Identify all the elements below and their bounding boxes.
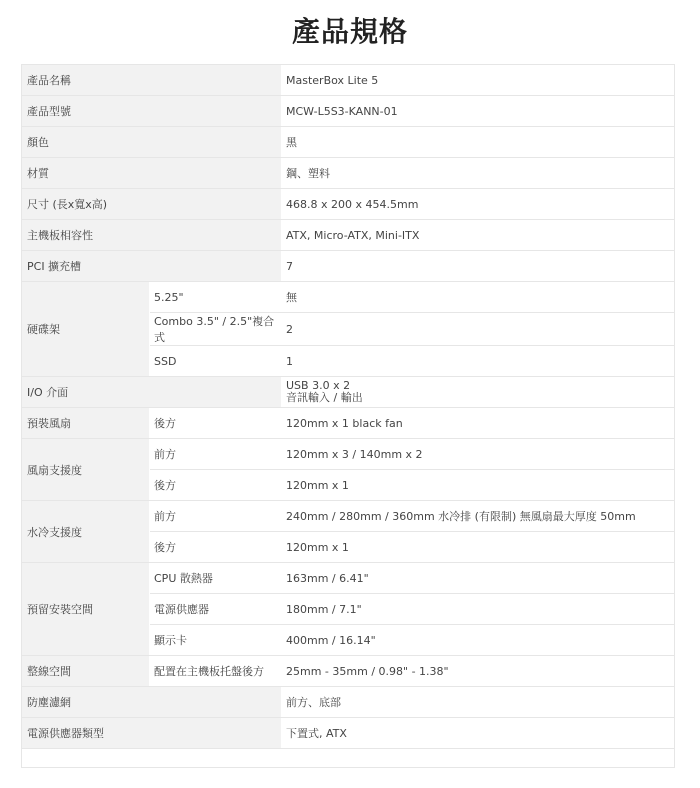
row-value: 7: [282, 251, 675, 282]
row-value: 鋼、塑料: [282, 158, 675, 189]
row-sub-label: 顯示卡: [150, 625, 282, 656]
row-value: 黑: [282, 127, 675, 158]
row-label: PCI 擴充槽: [22, 251, 282, 282]
row-label: 硬碟架: [22, 282, 150, 377]
row-sub-label: 前方: [150, 501, 282, 532]
row-label: 電源供應器類型: [22, 718, 282, 749]
row-value: 前方、底部: [282, 687, 675, 718]
table-row: [22, 127, 675, 158]
table-row: [22, 718, 675, 749]
table-row: [22, 563, 675, 594]
row-sub-label: SSD: [150, 346, 282, 377]
table-row: [22, 439, 675, 470]
row-value: 無: [282, 282, 675, 313]
row-value: 400mm / 16.14": [282, 625, 675, 656]
row-sub-label: CPU 散熱器: [150, 563, 282, 594]
row-value: MasterBox Lite 5: [282, 65, 675, 96]
row-label: 預裝風扇: [22, 408, 150, 439]
row-value: 120mm x 1: [282, 470, 675, 501]
table-row: [22, 377, 675, 408]
row-label: 材質: [22, 158, 282, 189]
table-row: [22, 220, 675, 251]
row-value: MCW-L5S3-KANN-01: [282, 96, 675, 127]
table-row: [22, 501, 675, 532]
row-value: 163mm / 6.41": [282, 563, 675, 594]
row-value: 468.8 x 200 x 454.5mm: [282, 189, 675, 220]
row-label: 產品型號: [22, 96, 282, 127]
row-label: 主機板相容性: [22, 220, 282, 251]
table-row: [22, 65, 675, 96]
row-value: 120mm x 3 / 140mm x 2: [282, 439, 675, 470]
io-line-audio: 音訊輸入 / 輸出: [286, 391, 363, 404]
row-sub-label: 後方: [150, 532, 282, 563]
table-row: [22, 282, 675, 313]
io-line-usb: USB 3.0 x 2: [286, 379, 351, 392]
table-row: [22, 189, 675, 220]
row-label: I/O 介面: [22, 377, 282, 408]
row-label: 尺寸 (長x寬x高): [22, 189, 282, 220]
row-value: 120mm x 1 black fan: [282, 408, 675, 439]
row-sub-label: 前方: [150, 439, 282, 470]
row-label: 防塵濾網: [22, 687, 282, 718]
table-row: [22, 656, 675, 687]
page-title: 產品規格: [291, 15, 408, 48]
table-row: [22, 687, 675, 718]
table-row: [22, 96, 675, 127]
row-label: 產品名稱: [22, 65, 282, 96]
row-value: 120mm x 1: [282, 532, 675, 563]
row-label: 整線空間: [22, 656, 150, 687]
row-value: 下置式, ATX: [282, 718, 675, 749]
row-sub-label: 5.25": [150, 282, 282, 313]
row-sub-label: 後方: [150, 470, 282, 501]
row-value: 240mm / 280mm / 360mm 水冷排 (有限制) 無風扇最大厚度 50mm: [282, 501, 675, 532]
row-value: 25mm - 35mm / 0.98" - 1.38": [282, 656, 675, 687]
table-row: [22, 408, 675, 439]
row-sub-label: Combo 3.5" / 2.5"複合式: [150, 313, 282, 346]
row-value: 1: [282, 346, 675, 377]
row-value: ATX, Micro-ATX, Mini-ITX: [282, 220, 675, 251]
row-label: 風扇支援度: [22, 439, 150, 501]
row-sub-label: 電源供應器: [150, 594, 282, 625]
table-row: [22, 158, 675, 189]
row-value: 180mm / 7.1": [282, 594, 675, 625]
row-sub-label: 配置在主機板托盤後方: [150, 656, 282, 687]
row-value: 2: [282, 313, 675, 346]
row-label: 顏色: [22, 127, 282, 158]
row-label: 預留安裝空間: [22, 563, 150, 656]
spec-table: [21, 64, 675, 749]
table-row: [22, 251, 675, 282]
row-value: [282, 377, 675, 408]
row-label: 水冷支援度: [22, 501, 150, 563]
row-sub-label: 後方: [150, 408, 282, 439]
